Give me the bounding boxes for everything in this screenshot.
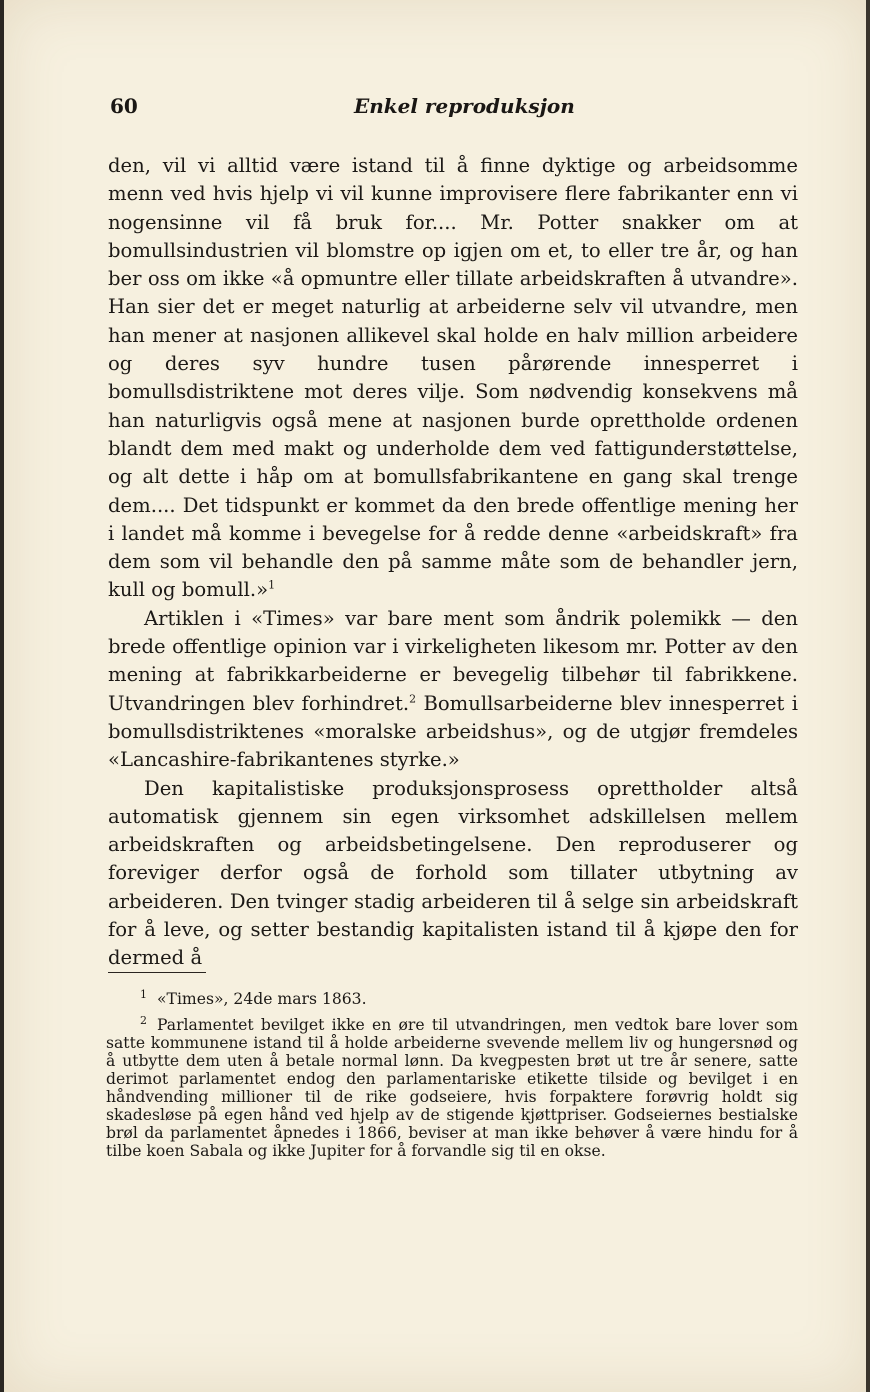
paragraph-2-text-b: Bomullsarbeiderne blev innesperret i bomullsdistriktenes «moralske arbeidshus», og de utgjør fremdeles «Lancashire-fabrikantenes styrke.» [108, 691, 798, 772]
paragraph-2 [108, 605, 798, 775]
paragraph-3-text: Den kapitalistiske produksjonsprosess oprettholder altså automatisk gjennem sin egen virksomhet adskillelsen mellem arbeidskraften og arbeidsbetingelsene. Den reproduserer og foreviger derfor også de forhold som tillater utbytning av arbeideren. Den tvinger stadig arbeideren til å selge sin arbeidskraft for å leve, og setter bestandig kapitalisten istand til å kjøpe den for dermed å [108, 776, 798, 970]
footnote-1 [106, 987, 798, 1008]
footnote-divider [108, 972, 206, 973]
footnotes [106, 987, 798, 1160]
footnote-2-mark: 2 [140, 1013, 147, 1027]
footnote-1-text: «Times», 24de mars 1863. [157, 990, 367, 1008]
footnote-2-text: Parlamentet bevilget ikke en øre til utvandringen, men vedtok bare lover som satte kommunene istand til å holde arbeiderne svevende mellem liv og hungersnød og å utbytte dem uten å betale normal lønn. Da kvegpesten brøt ut tre år senere, satte derimot parlamentet endog den parlamentariske etikette tilside og bevilget i en håndvending millioner til de rike godseiere, hvis forpaktere forøvrig holdt sig skadesløse på egen hånd ved hjelp av de stigende kjøttpriser. Godseiernes bestialske brøl da parlamentet åpnedes i 1866, beviser at man ikke behøver å være hindu for å tilbe koen Sabala og ikke Jupiter for å forvandle sig til en okse. [106, 1016, 798, 1160]
page-number: 60 [110, 94, 138, 118]
main-text [108, 152, 798, 973]
paragraph-3 [108, 775, 798, 973]
paragraph-1-text: den, vil vi alltid være istand til å finne dyktige og arbeidsomme menn ved hvis hjelp vi vil kunne improvisere flere fabrikanter enn vi nogensinne vil få bruk for.... Mr. Potter snakker om at bomullsindustrien vil blomstre op igjen om et, to eller tre år, og han ber oss om ikke «å opmuntre eller tillate arbeidskraften å utvandre». Han sier det er meget naturlig at arbeiderne selv vil utvandre, men han mener at nasjonen allikevel skal holde en halv million arbeidere og deres syv hundre tusen pårørende innesperret i bomullsdistriktene mot deres vilje. Som nødvendig konsekvens må han naturligvis også mene at nasjonen burde oprettholde ordenen blandt dem med makt og underholde dem ved fattigunderstøttelse, og alt dette i håp om at bomullsfabrikantene en gang skal trenge dem.... Det tidspunkt er kommet da den brede offentlige mening her i landet må komme i bevegelse for å redde denne «arbeidskraft» fra dem som vil behandle den på samme måte som de behandler jern, kull og bomull.» [108, 154, 798, 602]
paragraph-1 [108, 152, 798, 605]
book-page [4, 0, 866, 1392]
footnote-ref-2: 2 [409, 692, 417, 706]
footnote-ref-1: 1 [268, 578, 276, 592]
page-edge [866, 0, 870, 1392]
paragraph-2-text-a: Artiklen i «Times» var bare ment som åndrik polemikk — den brede offentlige opinion var i virkeligheten likesom mr. Potter av den mening at fabrikkarbeiderne er bevegelig tilbehør til fabrikkene. Utvandringen blev forhindret. [108, 606, 798, 715]
footnote-1-mark: 1 [140, 987, 147, 1001]
running-title: Enkel reproduksjon [354, 94, 575, 118]
footnote-2 [106, 1013, 798, 1160]
page-header [4, 92, 866, 128]
